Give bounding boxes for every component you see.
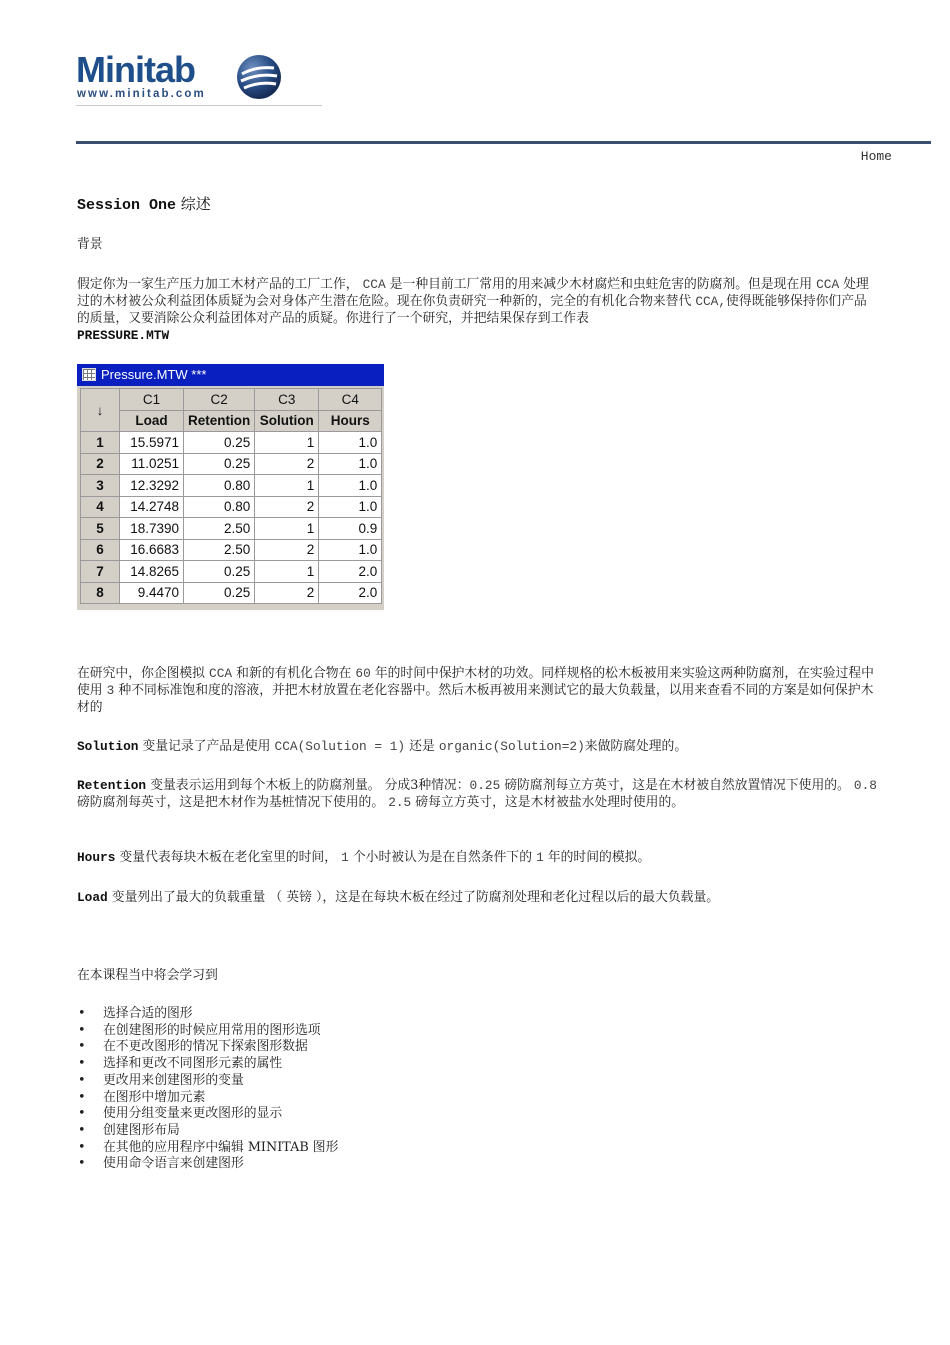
table-row (81, 496, 382, 518)
cell[interactable]: 0.80 (184, 475, 255, 497)
column-name[interactable]: Hours (319, 410, 382, 432)
row-number[interactable]: 6 (81, 539, 120, 561)
cell[interactable]: 1.0 (319, 539, 382, 561)
variable-name: Solution (77, 739, 139, 754)
row-number[interactable]: 8 (81, 582, 120, 604)
variable-name: Load (77, 890, 108, 905)
cell[interactable]: 2.50 (184, 518, 255, 540)
page-title (77, 193, 211, 214)
cell[interactable]: 1 (255, 475, 319, 497)
cell[interactable]: 1 (255, 561, 319, 583)
load-paragraph: Load 变量列出了最大的负载重量 （ 英镑 ），这是在每块木板在经过了防腐剂处理和老化过程以后的最大负载量。 (77, 890, 720, 905)
title-rest: 综述 (176, 195, 211, 213)
cell[interactable]: 2 (255, 539, 319, 561)
column-id[interactable]: C3 (255, 389, 319, 411)
background-heading: 背景 (77, 237, 103, 252)
cell[interactable]: 2 (255, 496, 319, 518)
table-row (81, 453, 382, 475)
column-name[interactable]: Solution (255, 410, 319, 432)
column-id[interactable]: C2 (184, 389, 255, 411)
cell[interactable]: 16.6683 (120, 539, 184, 561)
cell[interactable]: 14.2748 (120, 496, 184, 518)
worksheet-window (77, 364, 384, 610)
cell[interactable]: 2.0 (319, 561, 382, 583)
file-name: PRESSURE.MTW (77, 328, 170, 343)
cell[interactable]: 0.25 (184, 561, 255, 583)
column-id[interactable]: C4 (319, 389, 382, 411)
table-row (81, 582, 382, 604)
list-item: • 在不更改图形的情况下探索图形数据 (77, 1039, 338, 1056)
table-row (81, 432, 382, 454)
cell[interactable]: 0.25 (184, 453, 255, 475)
logo-wordmark: Minitab (76, 49, 195, 90)
cell[interactable]: 2 (255, 582, 319, 604)
column-id[interactable]: C1 (120, 389, 184, 411)
list-item: • 选择合适的图形 (77, 1006, 338, 1023)
cell[interactable]: 0.9 (319, 518, 382, 540)
list-item: • 在图形中增加元素 (77, 1090, 338, 1107)
list-item: • 使用命令语言来创建图形 (77, 1156, 338, 1173)
retention-paragraph: Retention 变量表示运用到每个木板上的防腐剂量。 分成3种情况：0.25 磅防腐剂每立方英寸，这是在木材被自然放置情况下使用的。 0.8 磅防腐剂每英寸，这是把木材作为基桩情况下使用的。 2.5 磅每立方英寸，这是木材被盐水处理时使用的。 (77, 778, 877, 810)
cell[interactable]: 2.50 (184, 539, 255, 561)
globe-icon (236, 54, 282, 100)
list-item: • 在创建图形的时候应用常用的图形选项 (77, 1023, 338, 1040)
table-row (81, 539, 382, 561)
list-item: • 创建图形布局 (77, 1123, 338, 1140)
cell[interactable]: 15.5971 (120, 432, 184, 454)
cell[interactable]: 1 (255, 518, 319, 540)
variable-name: Hours (77, 850, 116, 865)
worksheet-titlebar[interactable] (77, 364, 384, 386)
home-link[interactable]: Home (860, 149, 892, 164)
cell[interactable]: 9.4470 (120, 582, 184, 604)
variable-name: Retention (77, 778, 147, 793)
learn-list (77, 1006, 338, 1173)
cell[interactable]: 1.0 (319, 496, 382, 518)
table-row (81, 475, 382, 497)
list-item: • 选择和更改不同图形元素的属性 (77, 1056, 338, 1073)
cell[interactable]: 11.0251 (120, 453, 184, 475)
table-row (81, 561, 382, 583)
hours-paragraph: Hours 变量代表每块木板在老化室里的时间， 1 个小时被认为是在自然条件下的 1 年的时间的模拟。 (77, 850, 651, 865)
cell[interactable]: 12.3292 (120, 475, 184, 497)
header-rule (76, 141, 931, 144)
logo-underline (76, 105, 322, 106)
row-number[interactable]: 7 (81, 561, 120, 583)
title-bold: Session One (77, 197, 177, 214)
list-item: • 在其他的应用程序中编辑 MINITAB 图形 (77, 1140, 338, 1157)
list-item: • 使用分组变量来更改图形的显示 (77, 1106, 338, 1123)
study-paragraph: 在研究中，你企图模拟 CCA 和新的有机化合物在 60 年的时间中保护木材的功效。同样规格的松木板被用来实验这两种防腐剂，在实验过程中使用 3 种不同标准饱和度的溶液，并把木材放置在老化容器中。然后木板再被用来测试它的最大负载量，以用来查看不同的方案是如何保护木材的 (77, 666, 874, 715)
row-number[interactable]: 2 (81, 453, 120, 475)
corner-arrow-icon[interactable]: ↓ (81, 389, 120, 432)
cell[interactable]: 2.0 (319, 582, 382, 604)
cell[interactable]: 0.25 (184, 432, 255, 454)
cell[interactable]: 0.25 (184, 582, 255, 604)
row-number[interactable]: 3 (81, 475, 120, 497)
table-row (81, 518, 382, 540)
minitab-logo (76, 49, 322, 108)
cell[interactable]: 1 (255, 432, 319, 454)
cell[interactable]: 18.7390 (120, 518, 184, 540)
column-name[interactable]: Load (120, 410, 184, 432)
intro-paragraph: 假定你为一家生产压力加工木材产品的工厂工作， CCA 是一种目前工厂常用的用来减少木材腐烂和虫蛀危害的防腐剂。但是现在用 CCA 处理过的木材被公众利益团体质疑为会对身体产生潜在危险。现在你负责研究一种新的，完全的有机化合物来替代 CCA,使得既能够保持你们产品的质量，又要消除公众利益团体对产品的质疑。你进行了一个研究，并把结果保存到工作表 PRESSURE.MTW (77, 277, 869, 343)
solution-paragraph: Solution 变量记录了产品是使用 CCA(Solution = 1) 还是 organic(Solution=2)来做防腐处理的。 (77, 739, 688, 754)
list-item: • 更改用来创建图形的变量 (77, 1073, 338, 1090)
row-number[interactable]: 1 (81, 432, 120, 454)
cell[interactable]: 0.80 (184, 496, 255, 518)
cell[interactable]: 14.8265 (120, 561, 184, 583)
learn-heading: 在本课程当中将会学习到 (77, 968, 218, 983)
row-number[interactable]: 5 (81, 518, 120, 540)
worksheet-grid (80, 388, 382, 604)
column-name[interactable]: Retention (184, 410, 255, 432)
cell[interactable]: 1.0 (319, 475, 382, 497)
cell[interactable]: 2 (255, 453, 319, 475)
worksheet-icon (82, 368, 96, 381)
logo-url: www.minitab.com (77, 88, 206, 100)
cell[interactable]: 1.0 (319, 432, 382, 454)
worksheet-title: Pressure.MTW *** (101, 367, 207, 382)
row-number[interactable]: 4 (81, 496, 120, 518)
cell[interactable]: 1.0 (319, 453, 382, 475)
